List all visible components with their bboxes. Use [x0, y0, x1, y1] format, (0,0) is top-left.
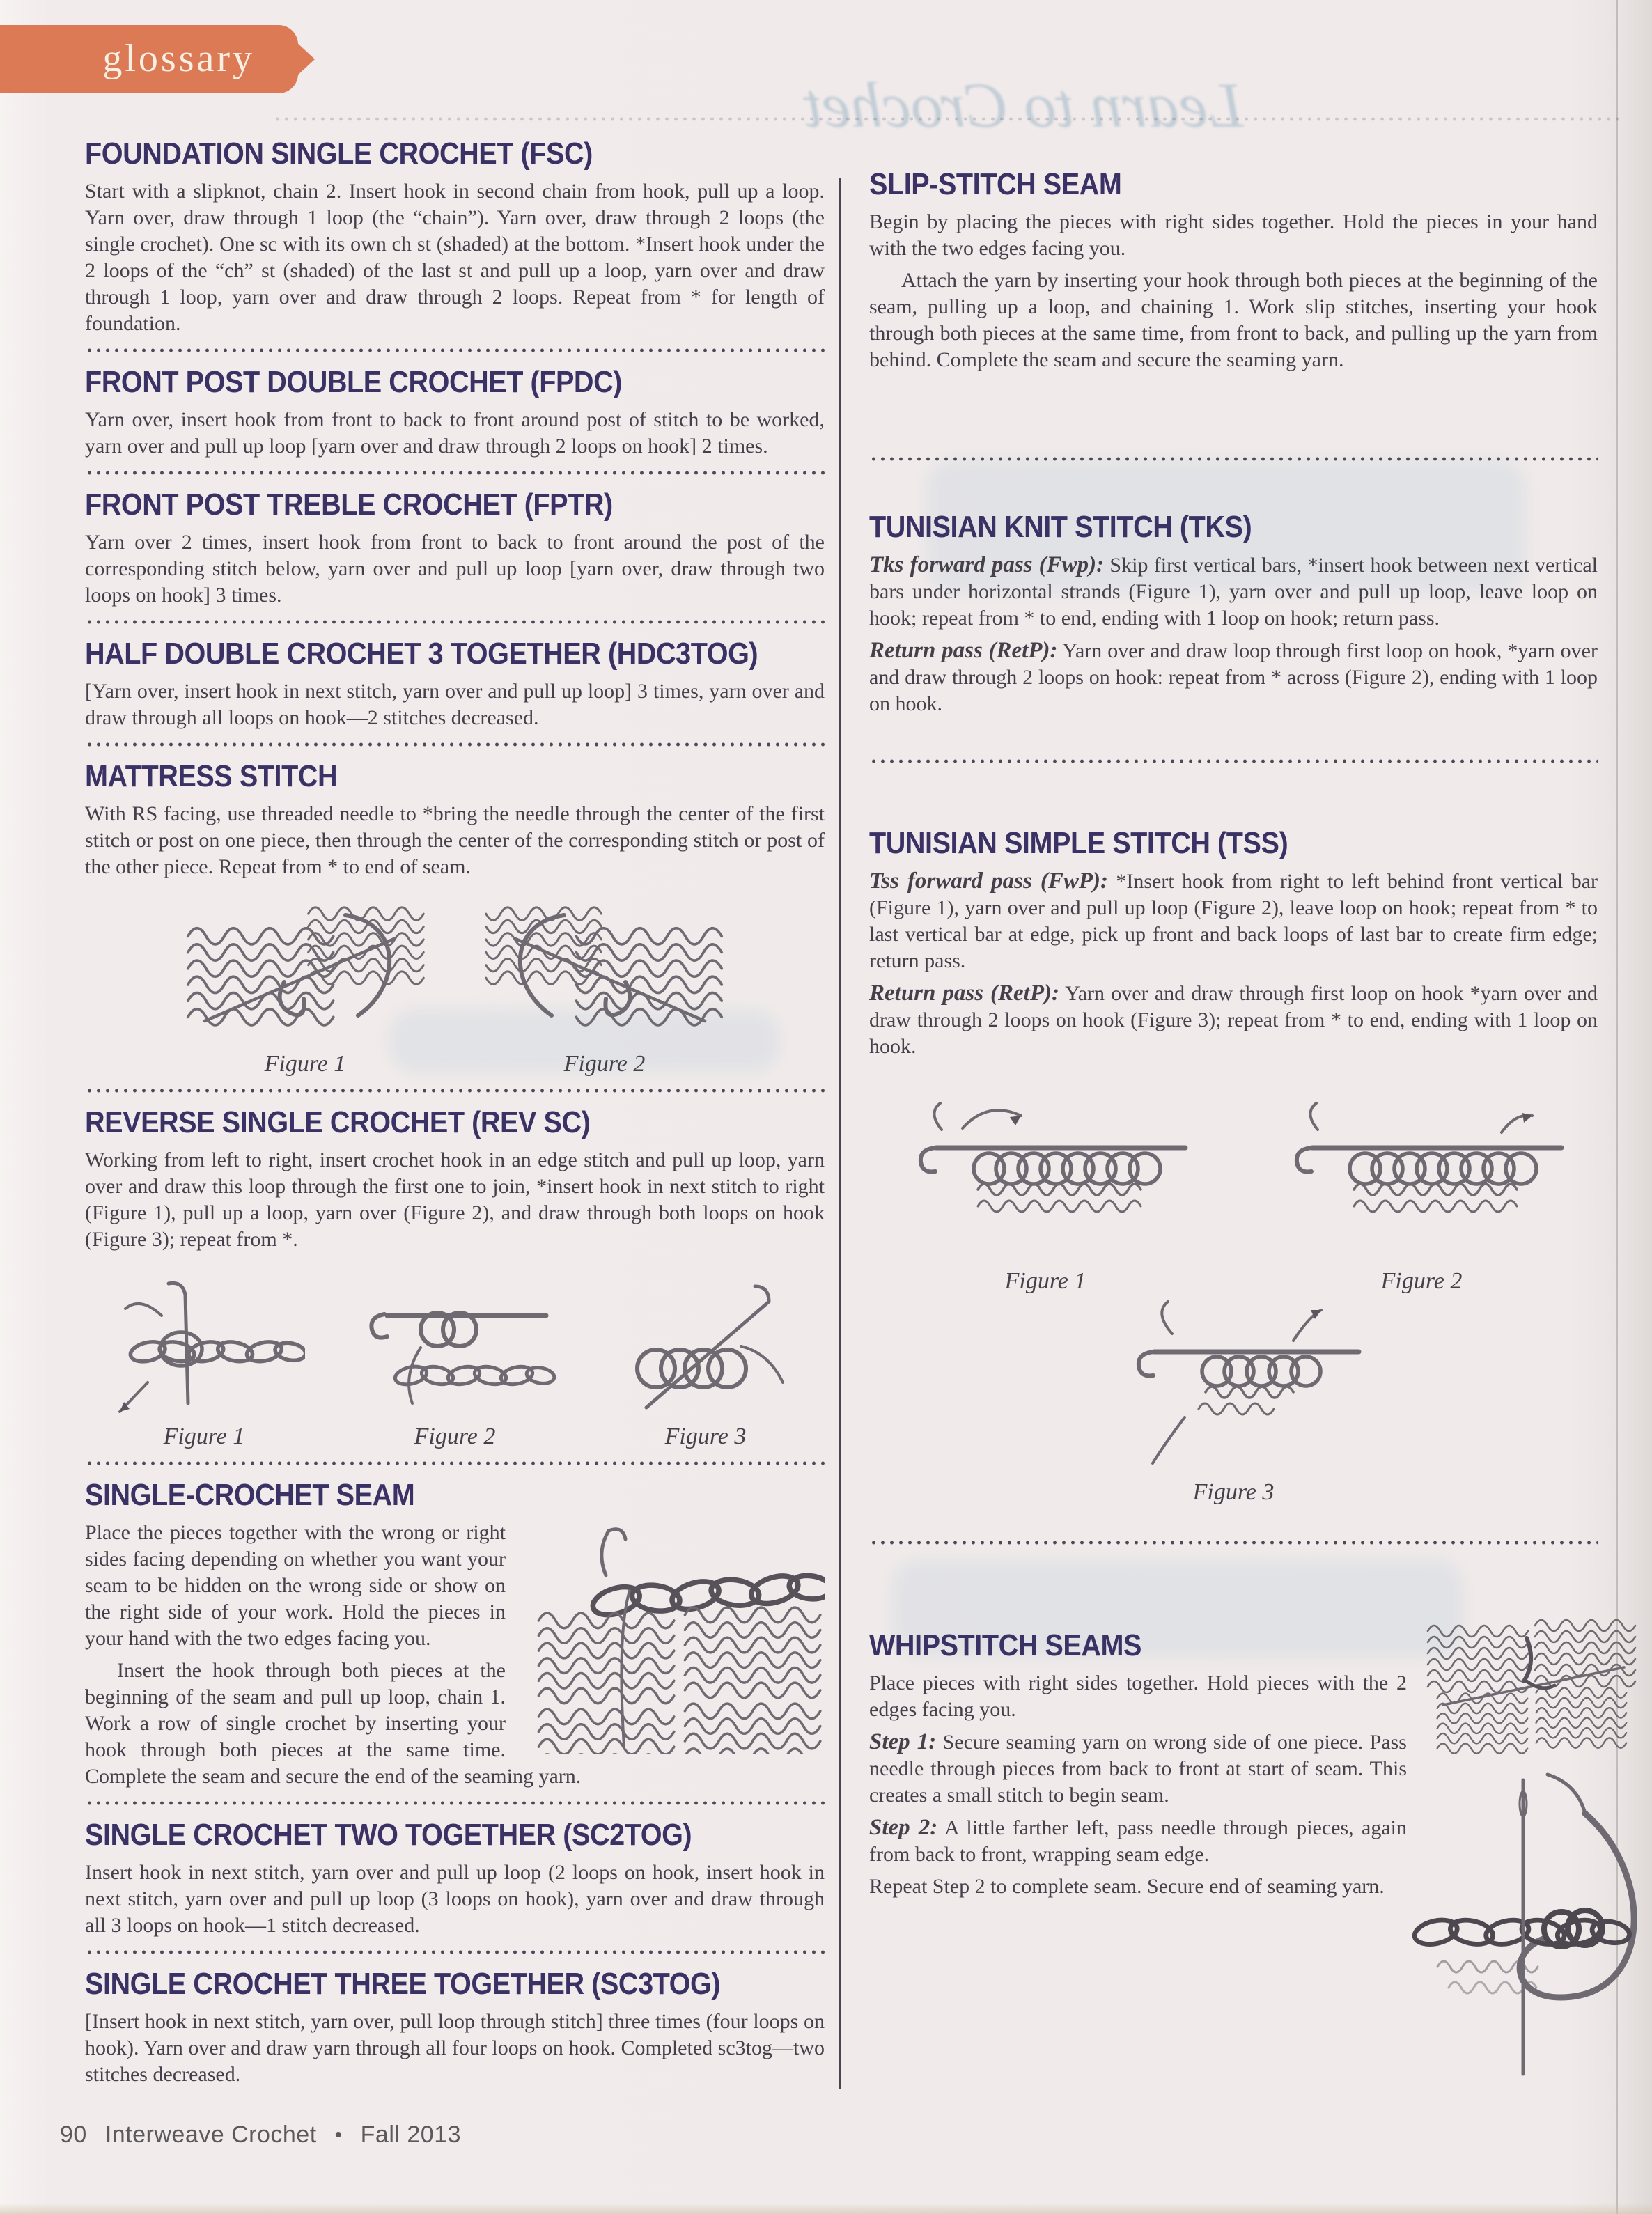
figure-caption: Figure 2 [414, 1424, 496, 1449]
pass-lead: Tss forward pass (FwP): [869, 868, 1109, 894]
section-single-crochet-two-together [85, 1818, 825, 1954]
single-crochet-seam-illustration [525, 1524, 825, 1754]
pass-lead: Return pass (RetP): [869, 638, 1058, 663]
section-paragraph: Insert the hook through both pieces at the beginning of the seam and pull up loop, chain 1. Work a row of single crochet by inserting your hook through both pieces at the same time. Complete the seam and secure the end of the seaming yarn. [85, 1659, 582, 1788]
figure [479, 898, 730, 1077]
whipstitch-fabric-art [1422, 1600, 1638, 1754]
section-heading: MATTRESS STITCH [85, 759, 338, 793]
section-heading: SINGLE CROCHET TWO TOGETHER (SC2TOG) [85, 1818, 692, 1852]
tss-figure-1-illustration [896, 1102, 1195, 1262]
section-body: Working from left to right, insert crochet hook in an edge stitch and pull up loop, yarn over and draw this loop through the first one to join, *insert hook in next stitch to right (Figure 1), pull up a loop, yarn over (Figure 2), and draw through both loops on hook (Figure 3); repeat from *. [85, 1148, 825, 1251]
step-paragraph [869, 1814, 1407, 1868]
rev-sc-figure-3-illustration [605, 1271, 806, 1417]
figure [354, 1271, 556, 1450]
figure-row [869, 1102, 1598, 1295]
figure-caption: Figure 3 [664, 1424, 747, 1449]
rev-sc-figure-1-illustration [103, 1271, 305, 1417]
figure [103, 1271, 305, 1450]
section-body [869, 552, 1598, 717]
section-reverse-single-crochet [85, 1105, 825, 1465]
bleed-through-rule [273, 117, 1624, 121]
figure-caption: Figure 1 [163, 1424, 245, 1449]
section-body: Insert hook in next stitch, yarn over and pull up loop (2 loops on hook, insert hook in next stitch, yarn over and pull up loop (3 loops on hook), yarn over and draw through all 3 loops on hook—1 stitch decreased. [85, 1861, 825, 1937]
step-lead: Step 2: [869, 1815, 938, 1840]
step-paragraph [869, 1729, 1407, 1809]
single-crochet-seam-art [525, 1524, 825, 1754]
section-heading: FRONT POST TREBLE CROCHET (FPTR) [85, 488, 613, 522]
figure [605, 1271, 806, 1450]
dotted-separator [85, 1950, 825, 1954]
bleed-through-title: Learn to Crochet [804, 70, 1244, 141]
left-column [85, 137, 825, 2088]
pass-text: Yarn over and draw through first loop on hook *yarn over and draw through 2 loops on hook (Figure 3); repeat from * to end, ending with 1 loop on hook. [869, 982, 1598, 1058]
dotted-separator [85, 1089, 825, 1093]
section-outro: Repeat Step 2 to complete seam. Secure end of seaming yarn. [869, 1875, 1385, 1898]
magazine-title: Interweave Crochet [104, 2121, 317, 2148]
section-heading: FRONT POST DOUBLE CROCHET (FPDC) [85, 365, 622, 399]
dotted-separator [869, 1541, 1598, 1545]
section-single-crochet-three-together [85, 1967, 825, 2088]
dotted-separator [869, 457, 1598, 461]
column-divider [839, 178, 841, 2089]
section-body: [Yarn over, insert hook in next stitch, yarn over and pull up loop] 3 times, yarn over and draw through all loops on hook—2 stitches decreased. [85, 680, 825, 729]
section-paragraph: Begin by placing the pieces with right sides together. Hold the pieces in your hand with the two edges facing you. [869, 210, 1598, 260]
pass-lead: Return pass (RetP): [869, 981, 1059, 1006]
figure [1094, 1299, 1373, 1506]
dotted-separator [85, 471, 825, 475]
footer-bullet: • [334, 2123, 343, 2146]
section-tunisian-knit-stitch [869, 510, 1598, 763]
section-paragraph: Place pieces with right sides together. Hold pieces with the 2 edges facing you. [869, 1671, 1407, 1721]
figure-row [85, 1271, 825, 1450]
section-body: Yarn over 2 times, insert hook from front to back to front around the post of the corresponding stitch below, yarn over and pull up loop [yarn over, draw through two loops on hook] 3 times. [85, 531, 825, 607]
page-number: 90 [60, 2121, 87, 2148]
pass-paragraph [869, 868, 1598, 974]
glossary-tab-label: glossary [102, 37, 255, 80]
section-body [869, 868, 1598, 1060]
figure-caption: Figure 2 [1380, 1268, 1463, 1294]
section-body: With RS facing, use threaded needle to *bring the needle through the center of the first stitch or post on one piece, then through the center of the corresponding stitch or post of the other piece. Repeat from * to end of seam. [85, 802, 825, 878]
section-slip-stitch-seam [869, 167, 1598, 461]
step-lead: Step 1: [869, 1729, 937, 1754]
section-heading: HALF DOUBLE CROCHET 3 TOGETHER (HDC3TOG) [85, 637, 758, 671]
mattress-figure-2-illustration [479, 898, 730, 1045]
section-front-post-treble-crochet [85, 488, 825, 624]
figure-caption: Figure 1 [264, 1051, 346, 1077]
section-heading: SINGLE CROCHET THREE TOGETHER (SC3TOG) [85, 1967, 721, 2001]
figure [180, 898, 430, 1077]
section-foundation-single-crochet [85, 137, 825, 352]
pass-text: Yarn over and draw loop through first loop on hook, *yarn over and draw through 2 loops on hook: repeat from * across (Figure 2), ending with 1 loop on hook. [869, 639, 1598, 715]
figure-caption: Figure 1 [1004, 1268, 1086, 1294]
pass-paragraph [869, 980, 1598, 1060]
figure [896, 1102, 1195, 1295]
dotted-separator [85, 1801, 825, 1805]
whipstitch-fabric-illustration [1422, 1600, 1638, 1757]
section-body [869, 1670, 1407, 1868]
section-heading: SLIP-STITCH SEAM [869, 167, 1122, 201]
section-tunisian-simple-stitch [869, 826, 1598, 1545]
section-body: [Insert hook in next stitch, yarn over, pull loop through stitch] three times (four loops on hook). Yarn over and draw yarn through all four loops on hook. Completed sc3tog—two stitches decreased. [85, 2010, 825, 2086]
dotted-separator [85, 1461, 825, 1465]
dotted-separator [869, 759, 1598, 763]
figure [1272, 1102, 1571, 1295]
section-heading: TUNISIAN SIMPLE STITCH (TSS) [869, 826, 1288, 860]
figure-caption: Figure 3 [1192, 1479, 1275, 1505]
section-front-post-double-crochet [85, 365, 825, 475]
section-heading: TUNISIAN KNIT STITCH (TKS) [869, 510, 1252, 544]
section-mattress-stitch [85, 759, 825, 1093]
step-text: Secure seaming yarn on wrong side of one piece. Pass needle through pieces from back to front at start of seam. This creates a small stitch to begin seam. [869, 1731, 1407, 1807]
pass-text: Skip first vertical bars, *insert hook between next vertical bars under horizontal strands (Figure 1), yarn over and pull up loop, leave loop on hook; repeat from * to end, ending with 1 loop on hook; return pass. [869, 554, 1598, 630]
section-heading: REVERSE SINGLE CROCHET (REV SC) [85, 1105, 591, 1139]
dotted-separator [85, 620, 825, 624]
section-body [85, 1520, 825, 1790]
figure-row [869, 1299, 1598, 1506]
dotted-separator [85, 348, 825, 352]
section-paragraph: Place the pieces together with the wrong or right sides facing depending on whether you want your seam to be hidden on the wrong side or show on the right side of your work. Hold the pieces in your hand with the two edges facing you. [85, 1521, 506, 1650]
pass-paragraph [869, 552, 1598, 632]
tss-figure-3-illustration [1094, 1299, 1373, 1473]
tss-figure-2-illustration [1272, 1102, 1571, 1262]
page-footer [60, 2121, 461, 2149]
section-single-crochet-seam [85, 1478, 825, 1805]
dotted-separator [85, 742, 825, 747]
issue-label: Fall 2013 [360, 2121, 462, 2148]
section-body: Start with a slipknot, chain 2. Insert hook in second chain from hook, pull up a loop. Yarn over, draw through 1 loop (the “chain”). Yarn over, draw through 2 loops (the single crochet). One sc with its own ch st (shaded) at the bottom. *Insert hook under the 2 loops of the “ch” st (shaded) of the last st and pull up a loop, yarn over and draw through 1 loop, yarn over and draw through 2 loops. Repeat from * for length of foundation. [85, 180, 825, 335]
whipstitch-needle-illustration [1410, 1768, 1646, 2098]
section-heading: SINGLE-CROCHET SEAM [85, 1478, 415, 1512]
whipstitch-needle-art [1410, 1768, 1646, 2095]
mattress-figure-1-illustration [180, 898, 430, 1045]
pass-paragraph [869, 637, 1598, 717]
section-paragraph: Attach the yarn by inserting your hook through both pieces at the beginning of the seam, pulling up a loop, and chaining 1. Work slip stitches, inserting your hook through both pieces at the same time, from front to back, and pulling up the yarn from behind. Complete the seam and secure the seaming yarn. [869, 269, 1598, 371]
pass-lead: Tks forward pass (Fwp): [869, 552, 1105, 577]
figure-caption: Figure 2 [563, 1051, 646, 1077]
section-body: Yarn over, insert hook from front to back to front around post of stitch to be worked, yarn over and pull up loop [yarn over and draw through 2 loops on hook] 2 times. [85, 408, 825, 458]
glossary-tab [0, 25, 298, 93]
step-text: A little farther left, pass needle through pieces, again from back to front, wrapping seam edge. [869, 1816, 1407, 1866]
figure-row [85, 898, 825, 1077]
pass-text: *Insert hook from right to left behind front vertical bar (Figure 1), yarn over and pull up loop (Figure 2), leave loop on hook; repeat from * to last vertical bar at edge, pick up front and back loops of last bar to create firm edge; return pass. [869, 870, 1598, 972]
section-heading: WHIPSTITCH SEAMS [869, 1628, 1142, 1662]
right-column [869, 167, 1598, 1900]
section-body [869, 209, 1598, 373]
section-whipstitch-seams [869, 1628, 1598, 1900]
section-half-double-crochet-3-together [85, 637, 825, 747]
rev-sc-figure-2-illustration [354, 1271, 556, 1417]
section-heading: FOUNDATION SINGLE CROCHET (FSC) [85, 137, 593, 171]
